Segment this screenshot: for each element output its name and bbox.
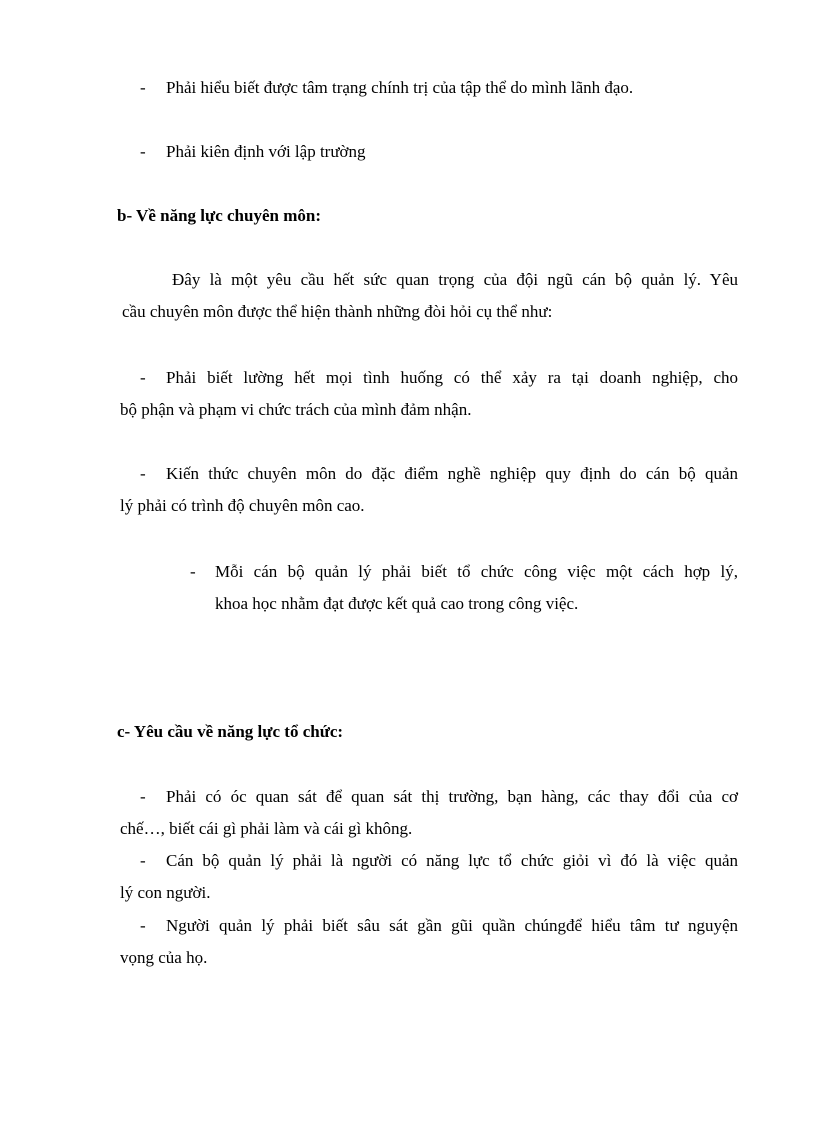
bullet-dash: - <box>140 464 146 483</box>
bullet-text: Phải có óc quan sát để quan sát thị trường, bạn hàng, các thay đổi của cơ <box>166 787 738 806</box>
bullet-text: Phải biết lường hết mọi tình huống có thể xảy ra tại doanh nghiệp, cho <box>166 368 738 387</box>
section-heading-c: c- Yêu cầu về năng lực tổ chức: <box>117 722 344 741</box>
bullet-continuation: bộ phận và phạm vi chức trách của mình đảm nhận. <box>120 400 472 419</box>
bullet-dash: - <box>140 368 146 387</box>
bullet-text: Cán bộ quản lý phải là người có năng lực tổ chức giỏi vì đó là việc quản <box>166 851 738 870</box>
bullet-dash: - <box>140 916 146 935</box>
bullet-dash: - <box>140 851 146 870</box>
section-heading-b: b- Về năng lực chuyên môn: <box>117 206 321 225</box>
bullet-text: Kiến thức chuyên môn do đặc điểm nghề nghiệp quy định do cán bộ quản <box>166 464 738 483</box>
bullet-dash: - <box>190 562 196 581</box>
bullet-text: Phải kiên định với lập trường <box>166 142 366 161</box>
bullet-continuation: lý con người. <box>120 883 211 902</box>
paragraph-line: Đây là một yêu cầu hết sức quan trọng của đội ngũ cán bộ quản lý. Yêu <box>172 270 738 289</box>
bullet-text: Mỗi cán bộ quản lý phải biết tổ chức công việc một cách hợp lý, <box>215 562 738 581</box>
bullet-continuation: vọng của họ. <box>120 948 208 967</box>
bullet-dash: - <box>140 787 146 806</box>
bullet-continuation: chế…, biết cái gì phải làm và cái gì không. <box>120 819 413 838</box>
bullet-text: Phải hiểu biết được tâm trạng chính trị của tập thể do mình lãnh đạo. <box>166 78 634 97</box>
bullet-text: Người quản lý phải biết sâu sát gần gũi quần chúngđể hiểu tâm tư nguyện <box>166 916 738 935</box>
paragraph-line: cầu chuyên môn được thể hiện thành những đòi hỏi cụ thể như: <box>122 302 553 321</box>
bullet-continuation: khoa học nhằm đạt được kết quả cao trong công việc. <box>215 594 579 613</box>
bullet-dash: - <box>140 78 146 97</box>
bullet-dash: - <box>140 142 146 161</box>
bullet-continuation: lý phải có trình độ chuyên môn cao. <box>120 496 365 515</box>
